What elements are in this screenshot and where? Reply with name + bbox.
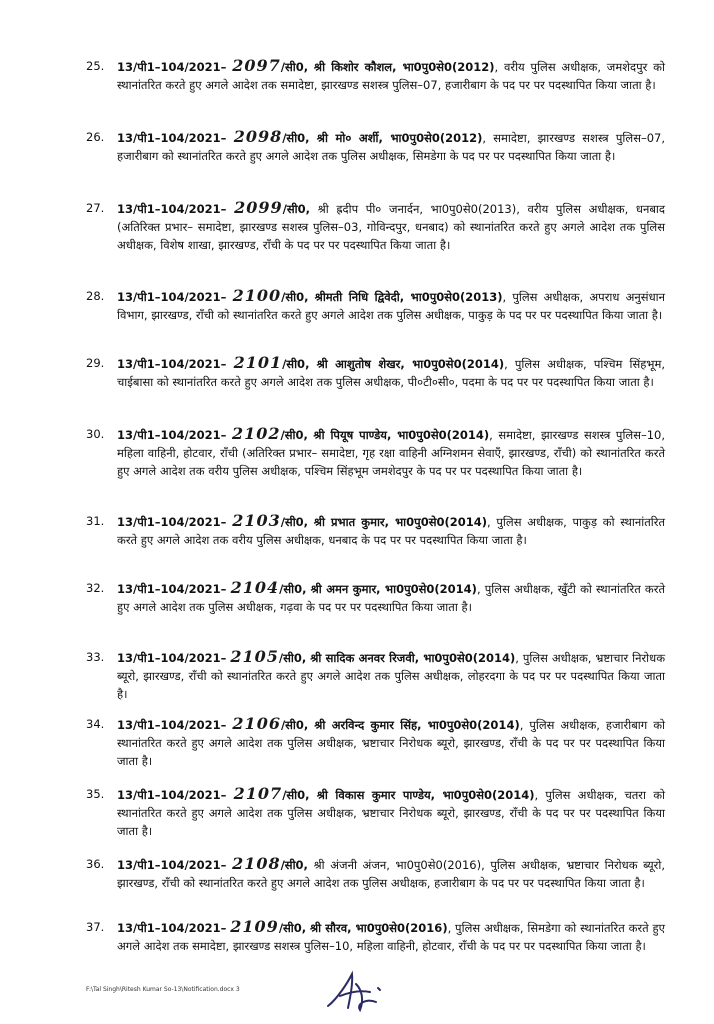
entry-text: 13/पी1–104/2021– 2102/सी0, श्री पियूष पाण्डेय, भा0पु0से0(2014), समादेष्टा, झारखण्ड सशस्त्र पुलिस–10, महिला वाहिनी, होटवार, राँची (अतिरिक्त प्रभार– समादेष्टा, गृह रक्षा वाहिनी अग्निशमन सेवाएँ, झारखण्ड, राँची) को स्थानांतरित करते हुए अगले आदेश तक वरीय पुलिस अधीक्षक, पश्चिम सिंहभूम जमशेदपुर के पद पर पर पदस्थापित किया जाता है।: [117, 424, 666, 478]
entry-number: 34.: [86, 717, 105, 731]
entry-text: 13/पी1–104/2021– 2101/सी0, श्री आशुतोष शेखर, भा0पु0से0(2014), पुलिस अधीक्षक, पश्चिम सिंहभूम, चाईबासा को स्थानांतरित करते हुए अगले आदेश तक पुलिस अधीक्षक, पी०टी०सी०, पदमा के पद पर पर पदस्थापित किया जाता है।: [117, 353, 666, 389]
handwritten-number: 2109: [230, 917, 279, 936]
handwritten-number: 2104: [230, 578, 280, 597]
handwritten-number: 2102: [232, 424, 281, 443]
entry-text: 13/पी1–104/2021– 2098/सी0, श्री मो० अर्शी, भा0पु0से0(2012), समादेष्टा, झारखण्ड सशस्त्र पुलिस–07, हजारीबाग को स्थानांतरित करते हुए अगले आदेश तक पुलिस अधीक्षक, सिमडेगा के पद पर पर पदस्थापित किया जाता है।: [117, 127, 666, 163]
entry-number: 25.: [86, 59, 105, 73]
entry-text: 13/पी1–104/2021– 2103/सी0, श्री प्रभात कुमार, भा0पु0से0(2014), पुलिस अधीक्षक, पाकुड़ को स्थानांतरित करते हुए अगले आदेश तक वरीय पुलिस अधीक्षक, धनबाद के पद पर पर पदस्थापित किया जाता है।: [117, 511, 666, 547]
handwritten-number: 2108: [232, 854, 281, 873]
entry-text: 13/पी1–104/2021– 2097/सी0, श्री किशोर कौशल, भा0पु0से0(2012), वरीय पुलिस अधीक्षक, जमशेदपुर को स्थानांतरित करते हुए अगले आदेश तक समादेष्टा, झारखण्ड सशस्त्र पुलिस–07, हजारीबाग के पद पर पर पदस्थापित किया जाता है।: [117, 56, 665, 92]
signature-mark: [320, 968, 390, 1016]
handwritten-number: 2100: [232, 286, 282, 305]
entry-text: 13/पी1–104/2021– 2108/सी0, श्री अंजनी अंजन, भा0पु0से0(2016), पुलिस अधीक्षक, भ्रष्टाचार निरोधक ब्यूरो, झारखण्ड, राँची को स्थानांतरित करते हुए अगले आदेश तक पुलिस अधीक्षक, हजारीबाग के पद पर पर पदस्थापित किया जाता है।: [117, 854, 666, 890]
entry-number: 29.: [86, 356, 105, 370]
handwritten-number: 2105: [230, 647, 279, 666]
entry-number: 28.: [86, 289, 105, 303]
file-path-footer: F:\Tal Singh\Ritesh Kumar So-13\Notification.docx 3: [86, 986, 240, 993]
handwritten-number: 2098: [233, 127, 283, 146]
entry-text: 13/पी1–104/2021– 2099/सी0, श्री ह्रदीप पी० जनार्दन, भा0पु0से0(2013), वरीय पुलिस अधीक्षक, धनबाद (अतिरिक्त प्रभार– समादेष्टा, झारखण्ड सशस्त्र पुलिस–03, गोविन्दपुर, धनबाद) को स्थानांतरित करते हुए अगले आदेश तक पुलिस अधीक्षक, विशेष शाखा, झारखण्ड, राँची के पद पर पर पदस्थापित किया जाता है।: [117, 198, 665, 252]
entry-number: 35.: [86, 787, 105, 801]
entry-number: 33.: [86, 650, 105, 664]
entry-number: 36.: [86, 857, 105, 871]
entry-text: 13/पी1–104/2021– 2107/सी0, श्री विकास कुमार पाण्डेय, भा0पु0से0(2014), पुलिस अधीक्षक, चतरा को स्थानांतरित करते हुए अगले आदेश तक पुलिस अधीक्षक, भ्रष्टाचार निरोधक ब्यूरो, झारखण्ड, राँची के पद पर पर पदस्थापित किया जाता है।: [117, 784, 666, 838]
entry-number: 31.: [86, 514, 105, 528]
entry-text: 13/पी1–104/2021– 2109/सी0, श्री सौरव, भा0पु0से0(2016), पुलिस अधीक्षक, सिमडेगा को स्थानांतरित करते हुए अगले आदेश तक समादेष्टा, झारखण्ड सशस्त्र पुलिस–10, महिला वाहिनी, होटवार, राँची के पद पर पर पदस्थापित किया जाता है।: [117, 917, 666, 953]
entry-text: 13/पी1–104/2021– 2104/सी0, श्री अमन कुमार, भा0पु0से0(2014), पुलिस अधीक्षक, खुँटी को स्थानांतरित करते हुए अगले आदेश तक पुलिस अधीक्षक, गढ़वा के पद पर पर पदस्थापित किया जाता है।: [117, 578, 665, 614]
handwritten-number: 2103: [232, 511, 281, 530]
entry-number: 27.: [86, 201, 105, 215]
entry-text: 13/पी1–104/2021– 2106/सी0, श्री अरविन्द कुमार सिंह, भा0पु0से0(2014), पुलिस अधीक्षक, हजारीबाग को स्थानांतरित करते हुए अगले आदेश तक पुलिस अधीक्षक, भ्रष्टाचार निरोधक ब्यूरो, झारखण्ड, राँची के पद पर पर पदस्थापित किया जाता है।: [117, 714, 666, 768]
handwritten-number: 2106: [232, 714, 281, 733]
entry-number: 32.: [86, 581, 105, 595]
handwritten-number: 2101: [233, 353, 283, 372]
entry-text: 13/पी1–104/2021– 2100/सी0, श्रीमती निधि द्विवेदी, भा0पु0से0(2013), पुलिस अधीक्षक, अपराध अनुसंधान विभाग, झारखण्ड, राँची को स्थानांतरित करते हुए अगले आदेश तक पुलिस अधीक्षक, पाकुड़ के पद पर पर पदस्थापित किया जाता है।: [117, 286, 665, 322]
handwritten-number: 2107: [233, 784, 283, 803]
entry-text: 13/पी1–104/2021– 2105/सी0, श्री सादिक अनवर रिजवी, भा0पु0से0(2014), पुलिस अधीक्षक, भ्रष्टाचार निरोधक ब्यूरो, झारखण्ड, राँची को स्थानांतरित करते हुए अगले आदेश तक पुलिस अधीक्षक, लोहरदगा के पद पर पर पदस्थापित किया जाता है।: [117, 647, 666, 701]
entry-number: 26.: [86, 130, 105, 144]
entry-number: 37.: [86, 920, 105, 934]
handwritten-number: 2097: [232, 56, 281, 75]
handwritten-number: 2099: [234, 198, 283, 217]
entry-number: 30.: [86, 427, 105, 441]
